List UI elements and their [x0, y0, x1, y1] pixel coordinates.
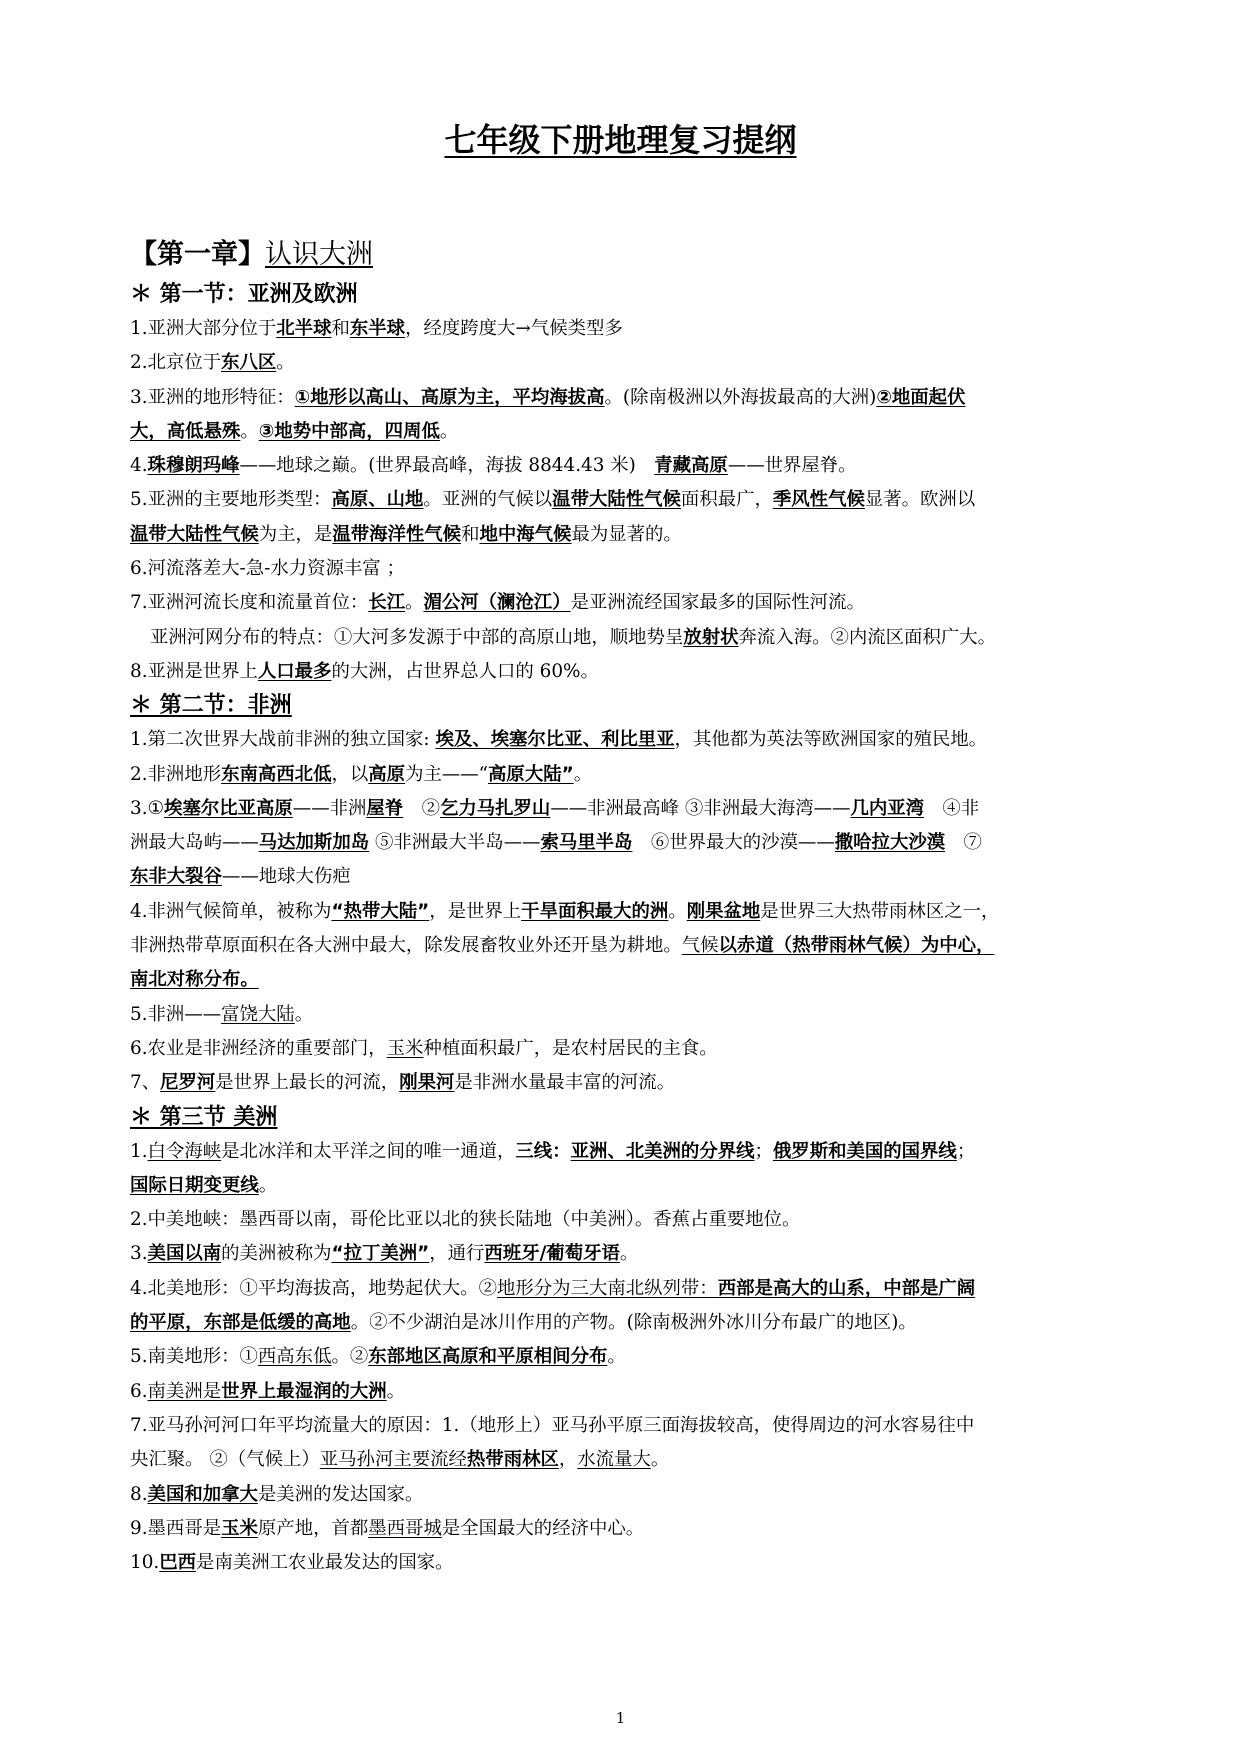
emphasis-text: 青藏高原 [654, 455, 728, 477]
text-run: 。 [294, 1003, 314, 1025]
text-line [130, 1237, 1140, 1271]
emphasis-text: “拉丁美洲” [331, 1243, 430, 1265]
text-run: 是世界三大热带雨林区之一， [760, 900, 1000, 922]
content-body [130, 278, 1140, 1580]
emphasis-text: 玉米 [221, 1517, 258, 1539]
text-run: 3.亚洲的地形特征： [130, 386, 295, 408]
emphasis-text: 屋脊 [366, 797, 404, 819]
text-run: ——地球大伤疤 [221, 866, 351, 888]
emphasis-text: 玉米 [386, 1037, 424, 1059]
text-run: 2.中美地峡：墨西哥以南，哥伦比亚以北的狭长陆地（中美洲）。香蕉占重要地位。 [130, 1209, 801, 1231]
emphasis-text: 世界上最湿润的大洲 [221, 1380, 387, 1402]
text-run: 。 [650, 1449, 670, 1471]
section-heading: ＊ 第一节：亚洲及欧洲 [130, 282, 358, 307]
emphasis-text: 尼罗河 [160, 1072, 216, 1094]
text-line [130, 758, 1140, 792]
emphasis-text: 珠穆朗玛峰 [147, 455, 240, 477]
text-run: 面积最广， [680, 489, 773, 511]
page-number: 1 [615, 1709, 626, 1727]
text-line [130, 1546, 1140, 1580]
text-run: ； [956, 1140, 976, 1162]
emphasis-text: 气候 [681, 935, 719, 957]
text-run: 5.南美地形：① [130, 1346, 258, 1368]
text-run: ④非 [924, 797, 980, 819]
text-run: 4.非洲气候简单，被称为 [130, 900, 332, 922]
text-run: ⑥世界最大的沙漠—— [632, 832, 835, 854]
text-line [130, 621, 1140, 655]
emphasis-text: 大，高低悬殊 [130, 420, 241, 442]
text-run: ，通行 [429, 1243, 485, 1265]
text-run: 。 [607, 1346, 626, 1368]
text-run: 的美洲被称为 [221, 1243, 332, 1265]
emphasis-text: 温带海洋性气候 [332, 523, 462, 545]
emphasis-text: 湄公河（澜沧江） [423, 592, 571, 614]
text-run: 7、 [130, 1072, 161, 1094]
emphasis-text: 埃及、埃塞尔比亚、利比里亚 [435, 729, 675, 751]
text-run: ⑦ [945, 832, 982, 854]
text-line [130, 655, 1140, 689]
text-run: ； [754, 1140, 773, 1162]
text-line [130, 895, 1140, 929]
emphasis-text: 北半球 [276, 318, 332, 339]
text-run: 是全国最大的经济中心。 [441, 1517, 645, 1539]
text-line [130, 1478, 1140, 1512]
text-run: ，其他都为英法等欧洲国家的殖民地。 [674, 729, 988, 751]
text-run: 3. [130, 1243, 148, 1265]
text-run: ，经度跨度大→气候类型多 [405, 318, 623, 339]
emphasis-text: 墨西哥城 [368, 1517, 442, 1539]
text-run: 奔流入海。②内流区面积广大。 [738, 626, 997, 648]
text-run: 洲最大岛屿—— [130, 832, 259, 854]
emphasis-text: 人口最多 [257, 660, 332, 682]
emphasis-text: 刚果盆地 [686, 900, 761, 922]
text-line [130, 449, 1140, 483]
emphasis-text: 温带大陆性气候 [552, 489, 681, 511]
text-run: 。 [258, 1174, 278, 1196]
text-line [130, 312, 1140, 346]
emphasis-text: 南美洲是 [147, 1380, 222, 1402]
text-line [130, 552, 1140, 586]
emphasis-text: 放射状 [683, 626, 739, 648]
section-heading: ＊ 第三节 美洲 [130, 1104, 278, 1130]
emphasis-text: 地中海气候 [479, 523, 572, 545]
emphasis-text: 俄罗斯和美国的国界线 [772, 1140, 957, 1162]
text-line [130, 860, 1140, 894]
text-run: 10. [130, 1552, 160, 1574]
emphasis-text: 美国以南 [147, 1243, 222, 1265]
text-line [130, 929, 1140, 963]
text-line [130, 792, 1140, 826]
text-run: 。 [386, 1380, 406, 1402]
text-run: 。亚洲的气候以 [423, 489, 553, 511]
emphasis-text: 巴西 [159, 1552, 197, 1574]
text-line [130, 586, 1140, 620]
text-line [130, 1066, 1140, 1100]
text-run: 最为显著的。 [571, 523, 682, 545]
text-run: 6. [130, 1380, 148, 1402]
emphasis-text: 地形分为三大南北纵列带： [496, 1277, 718, 1299]
text-run: 。 [668, 900, 687, 922]
text-line [130, 1512, 1140, 1546]
emphasis-text: 温带大陆性气候 [130, 523, 259, 545]
text-run: 。 [240, 420, 259, 442]
emphasis-text: 亚马孙河主要流经 [319, 1449, 467, 1471]
text-run: 5.亚洲的主要地形类型： [130, 489, 332, 511]
text-line [130, 1032, 1140, 1066]
emphasis-text: 埃塞尔比亚高原 [164, 797, 293, 819]
emphasis-text: 东非大裂谷 [130, 866, 222, 888]
text-run: 是美洲的发达国家。 [257, 1483, 424, 1505]
emphasis-text: 白令海峡 [147, 1140, 222, 1162]
text-run: 和 [461, 523, 480, 545]
emphasis-text: 高原 [368, 763, 406, 785]
text-run: 为主，是 [258, 523, 333, 545]
emphasis-text: 长江 [368, 592, 406, 614]
text-run: 6.河流落差大-急-水力资源丰富 ； [130, 558, 405, 580]
document-title: 七年级下册地理复习提纲 [444, 121, 797, 159]
text-line [130, 1409, 1140, 1443]
text-run: 。 [276, 352, 295, 374]
text-run: 6.农业是非洲经济的重要部门， [130, 1037, 387, 1059]
section-heading: ＊ 第二节：非洲 [130, 693, 292, 719]
text-run: 是南美洲工农业最发达的国家。 [196, 1552, 454, 1574]
emphasis-text: 高原大陆” [488, 763, 574, 785]
emphasis-text: 西部是高大的山系，中部是广阔 [717, 1277, 976, 1299]
text-line [130, 1203, 1140, 1237]
text-run: 是非洲水量最丰富的河流。 [454, 1072, 676, 1094]
emphasis-text: “热带大陆” [331, 900, 430, 922]
text-line [130, 1443, 1140, 1477]
emphasis-text: 富饶大陆 [221, 1003, 295, 1025]
text-run: 原产地，首都 [257, 1517, 369, 1539]
emphasis-text: 东八区 [221, 352, 277, 374]
text-line [130, 381, 1140, 415]
emphasis-text: 索马里半岛 [540, 832, 633, 854]
text-line [130, 518, 1140, 552]
text-run: ——非洲 [292, 797, 367, 819]
text-run: 亚洲河网分布的特点：①大河多发源于中部的高原山地，顺地势呈 [150, 626, 684, 648]
text-line [130, 998, 1140, 1032]
emphasis-text: ①地形以高山、高原为主，平均海拔高 [294, 386, 605, 408]
emphasis-text: 美国和加拿大 [147, 1483, 258, 1505]
emphasis-text: 南北对称分布。 [130, 969, 259, 991]
text-run: 7.亚洲河流长度和流量首位： [130, 592, 369, 614]
text-line [130, 963, 1140, 997]
text-line [130, 1340, 1140, 1374]
text-line [130, 415, 1140, 449]
text-run: 。 [573, 763, 593, 785]
emphasis-text: 西高东低 [257, 1346, 332, 1368]
emphasis-text: 干旱面积最大的洲 [521, 900, 669, 922]
text-line [130, 1272, 1140, 1306]
text-line [130, 1169, 1140, 1203]
text-run: 为主——“ [405, 763, 489, 785]
text-line [130, 1306, 1140, 1340]
text-run: 1.第二次世界大战前非洲的独立国家: [130, 729, 436, 751]
chapter-heading: 【第一章】认识大洲 [130, 239, 373, 270]
text-run: 。 [439, 420, 459, 442]
text-run: 是亚洲流经国家最多的国际性河流。 [570, 592, 865, 614]
emphasis-text: 的平原，东部是低缓的高地 [130, 1312, 351, 1334]
text-run: 5.非洲—— [130, 1003, 222, 1025]
text-line [130, 1135, 1140, 1169]
emphasis-text: 以赤道（热带雨林气候）为中心， [718, 935, 995, 957]
text-run: ——世界屋脊。 [727, 455, 857, 477]
text-run: 2.非洲地形 [130, 763, 222, 785]
text-run: ，以 [331, 763, 369, 785]
emphasis-text: 刚果河 [399, 1072, 455, 1094]
text-run: 。 [619, 1243, 639, 1265]
emphasis-text: 季风性气候 [772, 489, 865, 511]
text-run: 。(除南极洲以外海拔最高的大洲) [604, 386, 877, 408]
emphasis-text: 亚洲、北美洲的分界线 [570, 1140, 755, 1162]
text-run: 央汇聚。 ②（气候上） [130, 1449, 320, 1471]
text-run: ——地球之巅。(世界最高峰，海拔 8844.43 米) [239, 455, 655, 477]
text-line [130, 723, 1140, 757]
text-run: 8.亚洲是世界上 [130, 660, 258, 682]
emphasis-text: 水流量大 [577, 1449, 651, 1471]
text-run: ② [403, 797, 440, 819]
emphasis-text: 西班牙/葡萄牙语 [484, 1243, 620, 1265]
text-run: 7.亚马孙河河口年平均流量大的原因：1.（地形上）亚马孙平原三面海拔较高，使得周边的河水容易往中 [130, 1414, 975, 1436]
text-run: 非洲热带草原面积在各大洲中最大，除发展畜牧业外还开垦为耕地。 [130, 935, 682, 957]
text-run: 显著。欧洲以 [864, 489, 976, 511]
text-run: 8. [130, 1483, 148, 1505]
emphasis-text: 东南高西北低 [221, 763, 332, 785]
emphasis-text: 高原、山地 [331, 489, 424, 511]
text-line [130, 826, 1140, 860]
text-run: 3.① [130, 797, 165, 819]
emphasis-text: 三线： [515, 1140, 571, 1162]
text-run: 和 [331, 318, 350, 339]
text-run: 是世界上最长的河流， [215, 1072, 400, 1094]
emphasis-text: 乞力马扎罗山 [439, 797, 551, 819]
emphasis-text: ②地面起伏 [876, 386, 966, 408]
text-run: 。② [331, 1346, 369, 1368]
text-run: ， [558, 1449, 578, 1471]
emphasis-text: 东半球 [349, 318, 406, 339]
text-run: 2.北京位于 [130, 352, 222, 374]
text-run: 。②不少湖泊是冰川作用的产物。(除南极洲外冰川分布最广的地区)。 [350, 1312, 917, 1334]
emphasis-text: 马达加斯加岛 [258, 832, 370, 854]
text-run: 1. [130, 1140, 148, 1162]
text-line [130, 1375, 1140, 1409]
text-run: 。 [405, 592, 424, 614]
text-run: 9.墨西哥是 [130, 1517, 222, 1539]
emphasis-text: 几内亚湾 [850, 797, 925, 819]
emphasis-text: 撒哈拉大沙漠 [834, 832, 946, 854]
text-run: 4. [130, 455, 148, 477]
emphasis-text: 热带雨林区 [466, 1449, 559, 1471]
text-run: ——非洲最高峰 ③非洲最大海湾—— [550, 797, 851, 819]
text-run: ⑤非洲最大半岛—— [369, 832, 541, 854]
emphasis-text: ③地势中部高，四周低 [258, 420, 440, 442]
emphasis-text: 国际日期变更线 [130, 1174, 259, 1196]
text-run: 的大洲，占世界总人口的 60%。 [331, 660, 599, 682]
text-line [130, 483, 1140, 517]
emphasis-text: 东部地区高原和平原相间分布 [368, 1346, 608, 1368]
text-run: 4.北美地形：①平均海拔高，地势起伏大。② [130, 1277, 497, 1299]
text-run: 是北冰洋和太平洋之间的唯一通道， [221, 1140, 516, 1162]
text-run: ，是世界上 [429, 900, 522, 922]
text-run: 种植面积最广，是农村居民的主食。 [423, 1037, 718, 1059]
text-line [130, 346, 1140, 380]
text-run: 1.亚洲大部分位于 [130, 318, 277, 339]
